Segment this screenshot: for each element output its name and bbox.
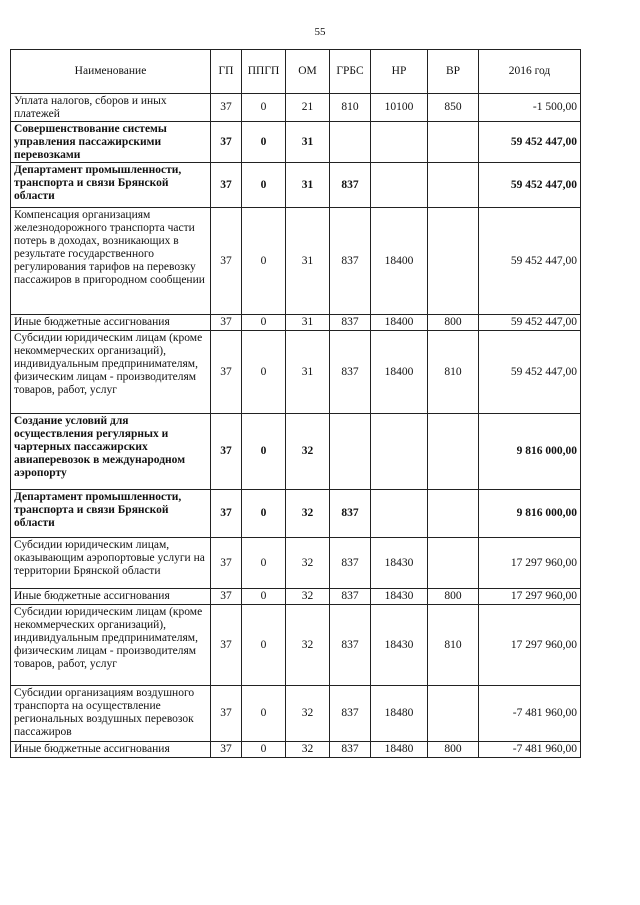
cell-sum: 59 452 447,00 <box>479 208 581 315</box>
table-row <box>11 490 581 538</box>
cell-vr: 810 <box>428 331 479 414</box>
cell-name: Совершенствование системы управления пассажирскими перевозками <box>11 122 211 163</box>
cell-sum: 9 816 000,00 <box>479 490 581 538</box>
cell-nr: 18430 <box>371 589 428 605</box>
cell-sum: 17 297 960,00 <box>479 605 581 686</box>
cell-grbs: 837 <box>330 538 371 589</box>
cell-ppgp: 0 <box>242 163 286 208</box>
table-row <box>11 686 581 742</box>
cell-nr <box>371 122 428 163</box>
cell-om: 32 <box>286 414 330 490</box>
cell-gp: 37 <box>211 163 242 208</box>
cell-gp: 37 <box>211 414 242 490</box>
cell-nr: 18430 <box>371 538 428 589</box>
header-nr: НР <box>371 50 428 94</box>
cell-vr: 800 <box>428 742 479 758</box>
cell-gp: 37 <box>211 315 242 331</box>
cell-vr: 800 <box>428 589 479 605</box>
cell-name: Департамент промышленности, транспорта и связи Брянской области <box>11 163 211 208</box>
cell-ppgp: 0 <box>242 589 286 605</box>
cell-sum: 59 452 447,00 <box>479 315 581 331</box>
cell-grbs: 837 <box>330 315 371 331</box>
cell-sum: -7 481 960,00 <box>479 742 581 758</box>
cell-vr <box>428 538 479 589</box>
cell-om: 32 <box>286 538 330 589</box>
cell-sum: 9 816 000,00 <box>479 414 581 490</box>
cell-gp: 37 <box>211 589 242 605</box>
cell-nr: 18430 <box>371 605 428 686</box>
table-row <box>11 414 581 490</box>
cell-ppgp: 0 <box>242 331 286 414</box>
table-row <box>11 94 581 122</box>
cell-grbs: 837 <box>330 490 371 538</box>
cell-om: 31 <box>286 315 330 331</box>
cell-name: Создание условий для осуществления регулярных и чартерных пассажирских авиаперевозок в международном аэропорту <box>11 414 211 490</box>
cell-gp: 37 <box>211 122 242 163</box>
cell-sum: 59 452 447,00 <box>479 331 581 414</box>
cell-name: Иные бюджетные ассигнования <box>11 315 211 331</box>
cell-sum: 59 452 447,00 <box>479 122 581 163</box>
table-header <box>11 50 581 94</box>
cell-ppgp: 0 <box>242 315 286 331</box>
cell-vr <box>428 414 479 490</box>
cell-gp: 37 <box>211 490 242 538</box>
header-gp: ГП <box>211 50 242 94</box>
cell-grbs <box>330 122 371 163</box>
table-row <box>11 208 581 315</box>
table-row <box>11 742 581 758</box>
table-row <box>11 163 581 208</box>
cell-sum: -1 500,00 <box>479 94 581 122</box>
cell-gp: 37 <box>211 94 242 122</box>
cell-gp: 37 <box>211 331 242 414</box>
cell-nr: 18480 <box>371 742 428 758</box>
table-body <box>11 94 581 758</box>
cell-nr <box>371 414 428 490</box>
cell-gp: 37 <box>211 686 242 742</box>
header-vr: ВР <box>428 50 479 94</box>
cell-om: 32 <box>286 490 330 538</box>
cell-ppgp: 0 <box>242 605 286 686</box>
cell-grbs: 837 <box>330 163 371 208</box>
cell-om: 31 <box>286 331 330 414</box>
cell-grbs: 837 <box>330 605 371 686</box>
cell-grbs: 837 <box>330 589 371 605</box>
cell-gp: 37 <box>211 208 242 315</box>
cell-ppgp: 0 <box>242 122 286 163</box>
cell-ppgp: 0 <box>242 208 286 315</box>
cell-name: Иные бюджетные ассигнования <box>11 589 211 605</box>
cell-ppgp: 0 <box>242 94 286 122</box>
cell-name: Субсидии юридическим лицам, оказывающим аэропортовые услуги на территории Брянской области <box>11 538 211 589</box>
cell-nr <box>371 163 428 208</box>
cell-vr <box>428 163 479 208</box>
header-om: ОМ <box>286 50 330 94</box>
cell-vr: 810 <box>428 605 479 686</box>
cell-sum: 17 297 960,00 <box>479 538 581 589</box>
cell-gp: 37 <box>211 538 242 589</box>
page-number: 55 <box>314 26 326 38</box>
cell-grbs <box>330 414 371 490</box>
header-year: 2016 год <box>479 50 581 94</box>
cell-om: 31 <box>286 163 330 208</box>
cell-ppgp: 0 <box>242 742 286 758</box>
cell-nr: 18400 <box>371 315 428 331</box>
cell-ppgp: 0 <box>242 414 286 490</box>
cell-nr: 18400 <box>371 208 428 315</box>
cell-name: Иные бюджетные ассигнования <box>11 742 211 758</box>
cell-sum: 17 297 960,00 <box>479 589 581 605</box>
cell-grbs: 810 <box>330 94 371 122</box>
cell-vr <box>428 490 479 538</box>
cell-gp: 37 <box>211 605 242 686</box>
cell-vr: 850 <box>428 94 479 122</box>
table-row <box>11 538 581 589</box>
table-row <box>11 589 581 605</box>
cell-name: Субсидии юридическим лицам (кроме некоммерческих организаций), индивидуальным предпринимателям, физическим лицам - производителям товаров, работ, услуг <box>11 605 211 686</box>
cell-om: 32 <box>286 742 330 758</box>
table-row <box>11 122 581 163</box>
cell-om: 21 <box>286 94 330 122</box>
cell-ppgp: 0 <box>242 686 286 742</box>
cell-nr <box>371 490 428 538</box>
table-row <box>11 605 581 686</box>
header-ppgp: ППГП <box>242 50 286 94</box>
cell-vr: 800 <box>428 315 479 331</box>
cell-om: 32 <box>286 605 330 686</box>
cell-vr <box>428 122 479 163</box>
cell-sum: 59 452 447,00 <box>479 163 581 208</box>
header-name: Наименование <box>11 50 211 94</box>
cell-vr <box>428 208 479 315</box>
cell-grbs: 837 <box>330 742 371 758</box>
table-row <box>11 315 581 331</box>
cell-om: 32 <box>286 589 330 605</box>
cell-grbs: 837 <box>330 208 371 315</box>
cell-nr: 18480 <box>371 686 428 742</box>
cell-om: 31 <box>286 208 330 315</box>
cell-vr <box>428 686 479 742</box>
header-grbs: ГРБС <box>330 50 371 94</box>
cell-name: Департамент промышленности, транспорта и связи Брянской области <box>11 490 211 538</box>
cell-nr: 10100 <box>371 94 428 122</box>
budget-table <box>10 49 581 758</box>
cell-name: Субсидии юридическим лицам (кроме некоммерческих организаций), индивидуальным предпринимателям, физическим лицам - производителям товаров, работ, услуг <box>11 331 211 414</box>
cell-om: 31 <box>286 122 330 163</box>
cell-ppgp: 0 <box>242 490 286 538</box>
cell-name: Компенсация организациям железнодорожного транспорта части потерь в доходах, возникающих в результате государственного регулирования тарифов на перевозку пассажиров в пригородном сообщении <box>11 208 211 315</box>
cell-ppgp: 0 <box>242 538 286 589</box>
cell-name: Субсидии организациям воздушного транспорта на осуществление региональных воздушных перевозок пассажиров <box>11 686 211 742</box>
cell-nr: 18400 <box>371 331 428 414</box>
table-row <box>11 331 581 414</box>
cell-grbs: 837 <box>330 331 371 414</box>
cell-sum: -7 481 960,00 <box>479 686 581 742</box>
cell-om: 32 <box>286 686 330 742</box>
cell-gp: 37 <box>211 742 242 758</box>
cell-grbs: 837 <box>330 686 371 742</box>
cell-name: Уплата налогов, сборов и иных платежей <box>11 94 211 122</box>
